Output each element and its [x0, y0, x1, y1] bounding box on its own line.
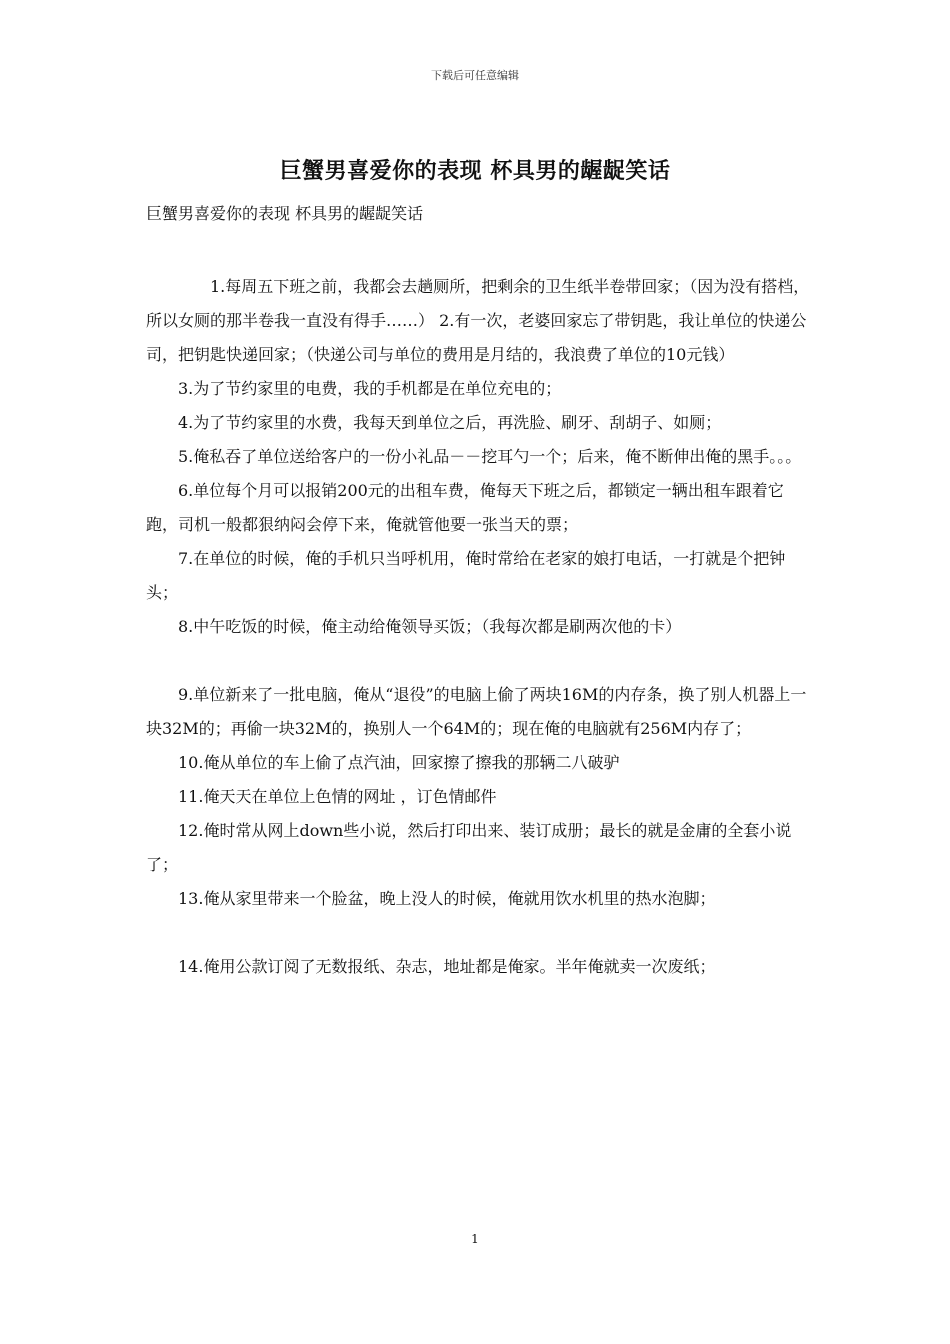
paragraph: 5.俺私吞了单位送给客户的一份小礼品－－挖耳勺一个；后来，俺不断伸出俺的黑手。。。 [178, 447, 802, 466]
document-subtitle: 巨蟹男喜爱你的表现 杯具男的龌龊笑话 [146, 204, 424, 223]
paragraph: 13.俺从家里带来一个脸盆，晚上没人的时候，俺就用饮水机里的热水泡脚； [178, 889, 716, 908]
paragraph: 6.单位每个月可以报销200元的出租车费，俺每天下班之后，都锁定一辆出租车跟着它跑，司机一般都狠纳闷会停下来，俺就管他要一张当天的票； [146, 481, 784, 534]
paragraph: 14.俺用公款订阅了无数报纸、杂志，地址都是俺家。半年俺就卖一次废纸； [178, 957, 716, 976]
page-header: 下载后可任意编辑 [431, 69, 519, 82]
paragraph: 1.每周五下班之前，我都会去趟厕所，把剩余的卫生纸半卷带回家；（因为没有搭档，所以女厕的那半卷我一直没有得手……） 2.有一次，老婆回家忘了带钥匙，我让单位的快递公司，把钥匙快递回家；（快递公司与单位的费用是月结的，我浪费了单位的10元钱） [146, 277, 810, 364]
paragraph: 12.俺时常从网上down些小说，然后打印出来、装订成册；最长的就是金庸的全套小说了； [146, 821, 792, 874]
paragraph: 4.为了节约家里的水费，我每天到单位之后，再洗脸、刷牙、刮胡子、如厕； [178, 413, 722, 432]
paragraph: 11.俺天天在单位上色情的网址 ，订色情邮件 [178, 787, 497, 806]
page-number: 1 [471, 1232, 479, 1246]
paragraph: 9.单位新来了一批电脑，俺从“退役”的电脑上偷了两块16M的内存条，换了别人机器上一块32M的；再偷一块32M的，换别人一个64M的；现在俺的电脑就有256M内存了； [146, 685, 807, 738]
document-title: 巨蟹男喜爱你的表现 杯具男的龌龊笑话 [279, 158, 671, 184]
paragraph: 7.在单位的时候，俺的手机只当呼机用，俺时常给在老家的娘打电话，一打就是个把钟头； [146, 549, 786, 602]
paragraph: 8.中午吃饭的时候，俺主动给俺领导买饭；（我每次都是刷两次他的卡） [178, 617, 682, 636]
paragraph: 3.为了节约家里的电费，我的手机都是在单位充电的； [178, 379, 562, 398]
document-body [146, 270, 810, 984]
paragraph: 10.俺从单位的车上偷了点汽油，回家擦了擦我的那辆二八破驴 [178, 753, 620, 772]
